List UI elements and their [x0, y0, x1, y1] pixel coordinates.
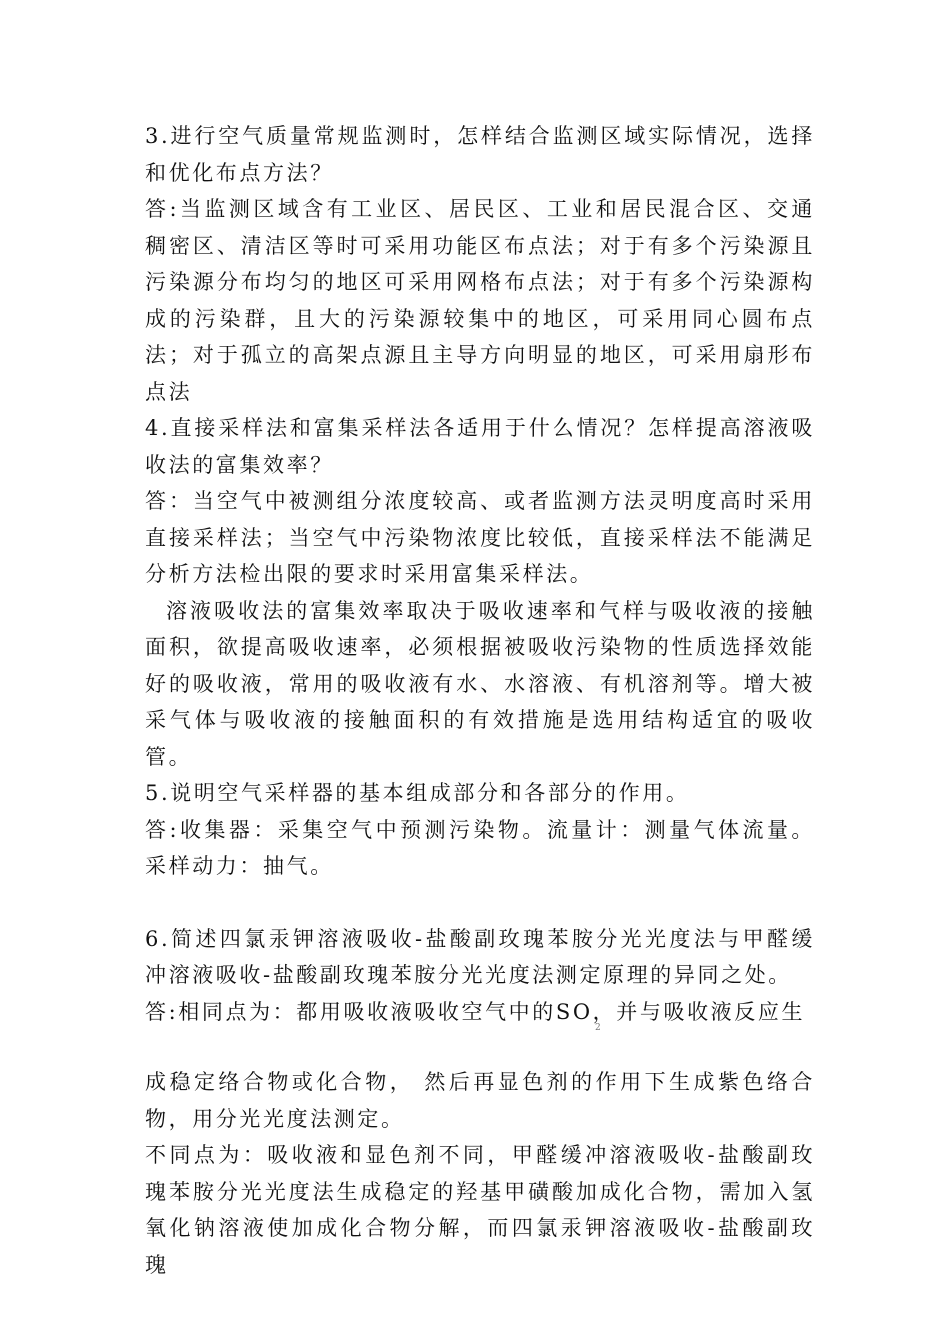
question-6: 6.简述四氯汞钾溶液吸收-盐酸副玫瑰苯胺分光光度法与甲醛缓冲溶液吸收-盐酸副玫瑰苯胺分光光度法测定原理的异同之处。 — [145, 926, 815, 987]
blank-line-2 — [145, 1030, 815, 1064]
answer-6-continued: 成稳定络合物或化合物， 然后再显色剂的作用下生成紫色络合物，用分光光度法测定。 — [145, 1070, 815, 1131]
document-body — [145, 118, 815, 1283]
answer-3: 答:当监测区域含有工业区、居民区、工业和居民混合区、交通稠密区、清洁区等时可采用功能区布点法；对于有多个污染源且污染源分布均匀的地区可采用网格布点法；对于有多个污染源构成的污染群，且大的污染源较集中的地区，可采用同心圆布点法；对于孤立的高架点源且主导方向明显的地区，可采用扇形布点法 — [145, 197, 815, 404]
blank-line — [145, 885, 815, 921]
answer-4: 答：当空气中被测组分浓度较高、或者监测方法灵明度高时采用直接采样法；当空气中污染物浓度比较低，直接采样法不能满足分析方法检出限的要求时采用富集采样法。 — [145, 489, 815, 586]
answer-6-line — [145, 994, 815, 1031]
answer-6-similarity: 答:相同点为：都用吸收液吸收空气中的SO，并与吸收液反应生 — [145, 999, 806, 1024]
question-5: 5.说明空气采样器的基本组成部分和各部分的作用。 — [145, 781, 690, 805]
answer-4-paragraph-2: 溶液吸收法的富集效率取决于吸收速率和气样与吸收液的接触面积，欲提高吸收速率，必须根据被吸收污染物的性质选择效能好的吸收液，常用的吸收液有水、水溶液、有机溶剂等。增大被采气体与吸收液的接触面积的有效措施是选用结构适宜的吸收管。 — [145, 598, 815, 769]
answer-5: 答:收集器：采集空气中预测污染物。流量计：测量气体流量。采样动力：抽气。 — [145, 817, 815, 878]
subscript-2: 2 — [595, 1022, 601, 1033]
question-4: 4.直接采样法和富集采样法各适用于什么情况？怎样提高溶液吸收法的富集效率？ — [145, 416, 815, 477]
answer-6-difference: 不同点为：吸收液和显色剂不同，甲醛缓冲溶液吸收-盐酸副玫瑰苯胺分光光度法生成稳定的羟基甲磺酸加成化合物，需加入氢氧化钠溶液使加成化合物分解，而四氯汞钾溶液吸收-盐酸副玫瑰 — [145, 1143, 815, 1277]
question-3: 3.进行空气质量常规监测时，怎样结合监测区域实际情况，选择和优化布点方法？ — [145, 124, 815, 185]
